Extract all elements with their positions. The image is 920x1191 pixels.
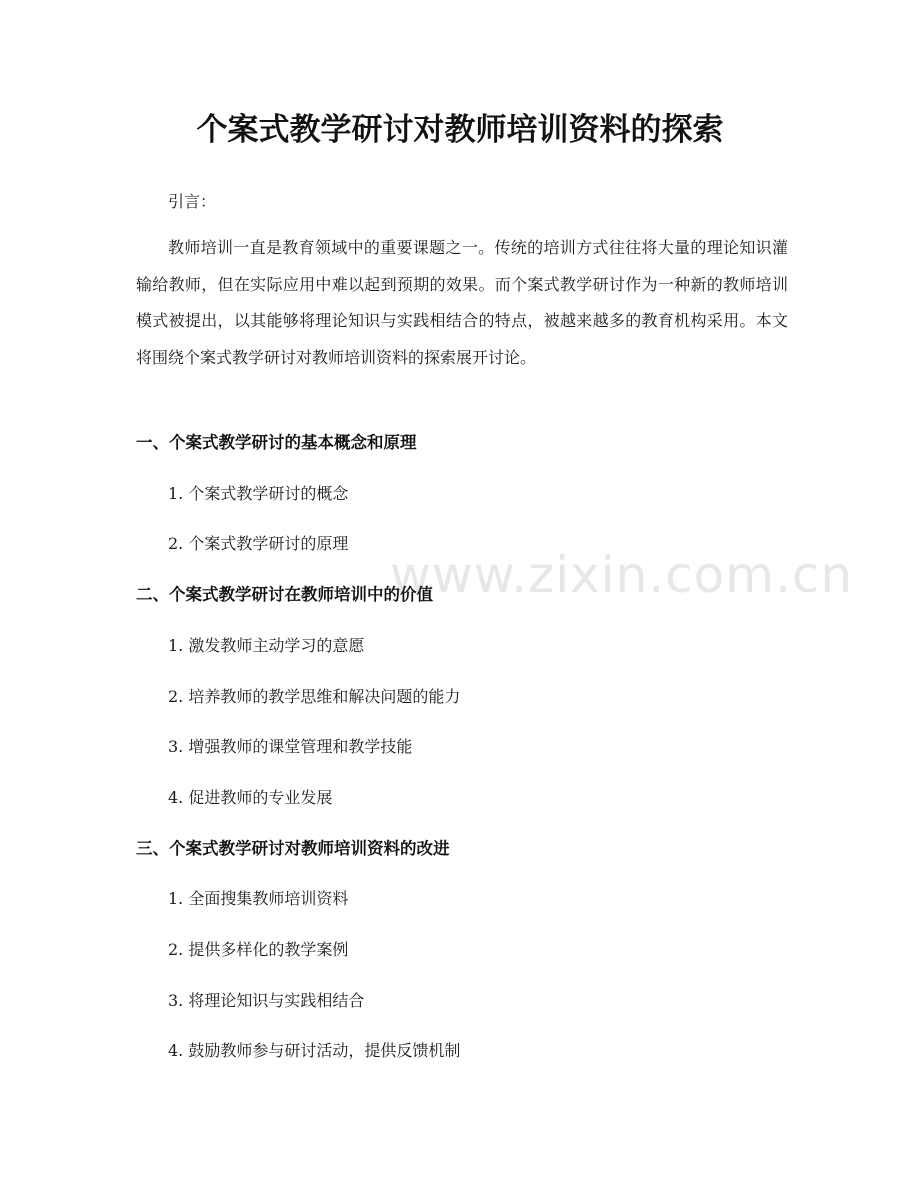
section-heading-3: 三、个案式教学研讨对教师培训资料的改进 xyxy=(136,839,450,858)
section-3-item-3: 3. 将理论知识与实践相结合 xyxy=(168,991,365,1010)
section-3-item-1: 1. 全面搜集教师培训资料 xyxy=(168,889,349,908)
document-title: 个案式教学研讨对教师培训资料的探索 xyxy=(196,112,724,148)
section-3-item-4: 4. 鼓励教师参与研讨活动，提供反馈机制 xyxy=(168,1041,461,1060)
section-2-item-1: 1. 激发教师主动学习的意愿 xyxy=(168,636,365,655)
section-2-item-3: 3. 增强教师的课堂管理和教学技能 xyxy=(168,737,413,756)
intro-paragraph: 教师培训一直是教育领域中的重要课题之一。传统的培训方式往往将大量的理论知识灌输给教师，但在实际应用中难以起到预期的效果。而个案式教学研讨作为一种新的教师培训模式被提出，以其能够将理论知识与实践相结合的特点，被越来越多的教育机构采用。本文将围绕个案式教学研讨对教师培训资料的探索展开讨论。 xyxy=(136,238,788,367)
watermark: www.zixin.com.cn xyxy=(390,546,854,604)
section-2-item-4: 4. 促进教师的专业发展 xyxy=(168,788,333,807)
intro-label: 引言： xyxy=(168,192,217,211)
section-1-item-2: 2. 个案式教学研讨的原理 xyxy=(168,534,349,553)
section-heading-2: 二、个案式教学研讨在教师培训中的价值 xyxy=(136,585,433,604)
section-1-item-1: 1. 个案式教学研讨的概念 xyxy=(168,484,349,503)
section-3-item-2: 2. 提供多样化的教学案例 xyxy=(168,940,349,959)
section-2-item-2: 2. 培养教师的教学思维和解决问题的能力 xyxy=(168,687,461,706)
section-heading-1: 一、个案式教学研讨的基本概念和原理 xyxy=(136,433,417,452)
